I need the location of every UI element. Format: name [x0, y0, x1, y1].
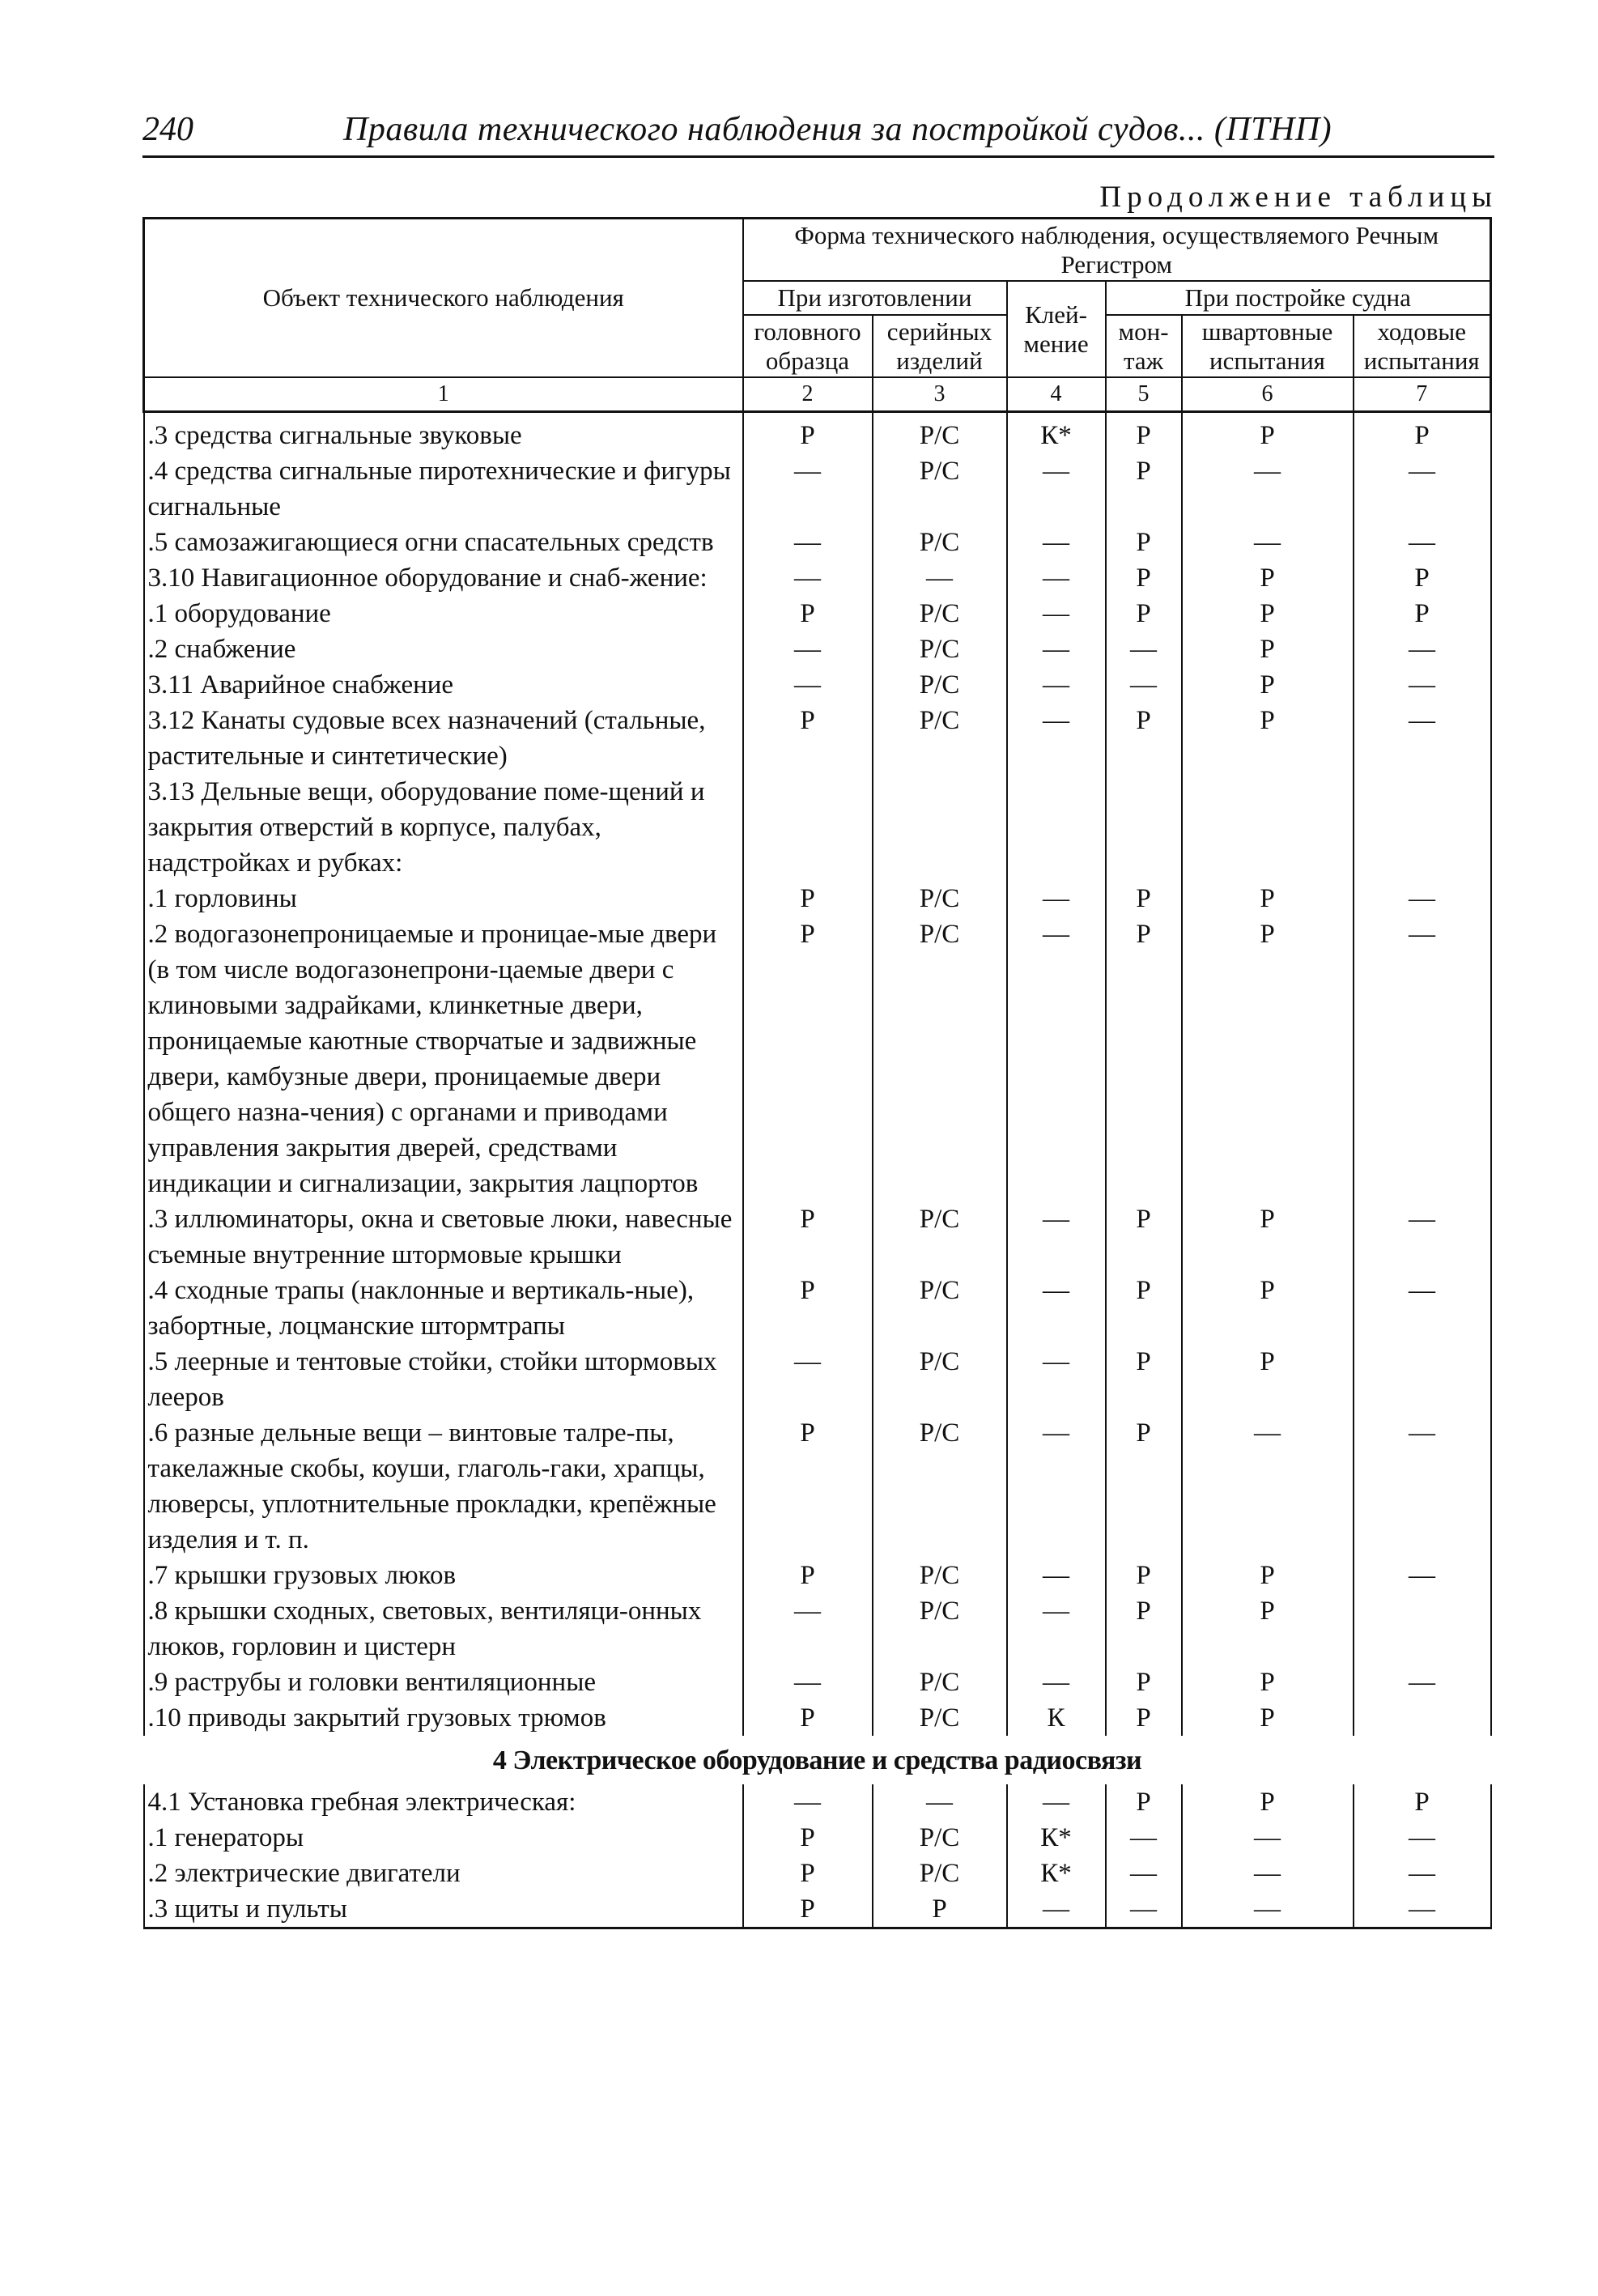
row-cell-col2: Р: [743, 1415, 873, 1558]
row-cell-col6: [1182, 774, 1354, 881]
table-row: [144, 1558, 1491, 1593]
table-row: [144, 774, 1491, 881]
row-cell-col5: Р: [1106, 881, 1182, 916]
row-object-name: .9 раструбы и головки вентиляционные: [144, 1665, 743, 1700]
row-cell-col5: Р: [1106, 1593, 1182, 1665]
table-row: [144, 1344, 1491, 1415]
row-cell-col3: Р/С: [873, 1700, 1007, 1736]
table-row: [144, 453, 1491, 525]
row-cell-col6: Р: [1182, 1593, 1354, 1665]
row-cell-col4: —: [1007, 596, 1106, 631]
row-cell-col3: Р/С: [873, 1415, 1007, 1558]
row-object-name: 3.11 Аварийное снабжение: [144, 667, 743, 703]
row-cell-col4: К*: [1007, 1820, 1106, 1856]
table-row: [144, 1891, 1491, 1928]
row-cell-col4: —: [1007, 1558, 1106, 1593]
row-cell-col7: —: [1354, 631, 1491, 667]
row-cell-col3: Р/С: [873, 412, 1007, 454]
row-object-name: .2 снабжение: [144, 631, 743, 667]
row-cell-col3: [873, 774, 1007, 881]
row-object-name: .2 водогазонепроницаемые и проницае-мые двери (в том числе водогазонепрони-цаемые двери с клиновыми задрайками, клинкетные двери, проницаемые каютные створчатые и задвижные двери, камбузные двери, проницаемые двери общего назна-чения) с органами и приводами управления закрытия дверей, средствами индикации и сигнализации, закрытия лацпортов: [144, 916, 743, 1201]
row-object-name: .1 горловины: [144, 881, 743, 916]
row-cell-col4: —: [1007, 667, 1106, 703]
header-object: Объект технического наблюдения: [144, 219, 743, 378]
row-cell-col6: Р: [1182, 412, 1354, 454]
row-cell-col3: Р: [873, 1891, 1007, 1928]
table-row: [144, 1201, 1491, 1273]
row-object-name: 3.12 Канаты судовые всех назначений (стальные, растительные и синтетические): [144, 703, 743, 774]
row-cell-col3: Р/С: [873, 1856, 1007, 1891]
header-installation: мон-таж: [1106, 315, 1182, 377]
table-row: [144, 1820, 1491, 1856]
row-cell-col5: Р: [1106, 453, 1182, 525]
header-sea-trials: ходовые испытания: [1354, 315, 1491, 377]
row-cell-col3: Р/С: [873, 667, 1007, 703]
row-cell-col2: —: [743, 453, 873, 525]
row-cell-col4: —: [1007, 1344, 1106, 1415]
row-cell-col7: [1354, 1700, 1491, 1736]
page-number: 240: [142, 111, 193, 148]
row-object-name: .2 электрические двигатели: [144, 1856, 743, 1891]
row-cell-col6: —: [1182, 1820, 1354, 1856]
row-object-name: .3 средства сигнальные звуковые: [144, 412, 743, 454]
page-header: [142, 104, 1494, 158]
row-cell-col7: —: [1354, 525, 1491, 560]
row-object-name: .5 леерные и тентовые стойки, стойки штормовых лееров: [144, 1344, 743, 1415]
table-row: [144, 1273, 1491, 1344]
table-row: [144, 1700, 1491, 1736]
header-prototype: головного образца: [743, 315, 873, 377]
supervision-table: [142, 217, 1492, 1929]
row-cell-col2: Р: [743, 1558, 873, 1593]
row-cell-col2: Р: [743, 1856, 873, 1891]
row-cell-col4: —: [1007, 881, 1106, 916]
row-cell-col3: Р/С: [873, 1593, 1007, 1665]
row-cell-col4: —: [1007, 916, 1106, 1201]
table-header: [144, 219, 1491, 412]
table-body-section-4: [144, 1784, 1491, 1928]
row-cell-col2: —: [743, 1593, 873, 1665]
row-cell-col4: К*: [1007, 412, 1106, 454]
row-cell-col3: Р/С: [873, 881, 1007, 916]
section-heading-row: [144, 1736, 1491, 1784]
row-cell-col2: [743, 774, 873, 881]
row-cell-col4: —: [1007, 560, 1106, 596]
row-cell-col2: Р: [743, 881, 873, 916]
table-row: [144, 1593, 1491, 1665]
row-cell-col3: —: [873, 1784, 1007, 1820]
row-cell-col6: —: [1182, 1856, 1354, 1891]
row-cell-col4: —: [1007, 703, 1106, 774]
row-cell-col7: —: [1354, 1415, 1491, 1558]
row-cell-col5: Р: [1106, 1415, 1182, 1558]
row-cell-col5: Р: [1106, 1344, 1182, 1415]
section-heading: 4 Электрическое оборудование и средства радиосвязи: [492, 1745, 1142, 1776]
row-cell-col7: —: [1354, 703, 1491, 774]
table-row: [144, 560, 1491, 596]
row-object-name: 3.13 Дельные вещи, оборудование поме-щений и закрытия отверстий в корпусе, палубах, надстройках и рубках:: [144, 774, 743, 881]
table-body-section-3: [144, 412, 1491, 1737]
row-object-name: .1 оборудование: [144, 596, 743, 631]
row-cell-col4: К*: [1007, 1856, 1106, 1891]
row-cell-col5: Р: [1106, 916, 1182, 1201]
row-cell-col3: Р/С: [873, 1344, 1007, 1415]
row-cell-col2: —: [743, 1344, 873, 1415]
row-cell-col5: —: [1106, 1856, 1182, 1891]
row-cell-col2: —: [743, 631, 873, 667]
row-cell-col2: Р: [743, 596, 873, 631]
header-form: Форма технического наблюдения, осуществляемого Речным Регистром: [743, 219, 1491, 282]
column-number: 1: [144, 377, 743, 412]
table-section-heading-group: [144, 1736, 1491, 1784]
header-stamping: Клей-мение: [1007, 281, 1106, 377]
column-number-row: [144, 377, 1491, 412]
row-cell-col3: —: [873, 560, 1007, 596]
row-cell-col7: —: [1354, 1856, 1491, 1891]
column-number: 3: [873, 377, 1007, 412]
table-row: [144, 916, 1491, 1201]
row-cell-col2: Р: [743, 412, 873, 454]
row-cell-col6: Р: [1182, 703, 1354, 774]
running-title: Правила технического наблюдения за постройкой судов... (ПТНП): [343, 111, 1332, 148]
row-cell-col2: —: [743, 667, 873, 703]
row-cell-col7: [1354, 1593, 1491, 1665]
row-cell-col4: —: [1007, 1201, 1106, 1273]
row-object-name: .3 иллюминаторы, окна и световые люки, навесные съемные внутренние штормовые крышки: [144, 1201, 743, 1273]
row-object-name: .1 генераторы: [144, 1820, 743, 1856]
header-manufacturing: При изготовлении: [743, 281, 1007, 315]
row-cell-col5: Р: [1106, 1201, 1182, 1273]
row-cell-col3: Р/С: [873, 916, 1007, 1201]
row-cell-col5: Р: [1106, 1665, 1182, 1700]
row-cell-col6: Р: [1182, 596, 1354, 631]
row-cell-col4: —: [1007, 1784, 1106, 1820]
row-cell-col4: —: [1007, 631, 1106, 667]
row-object-name: 4.1 Установка гребная электрическая:: [144, 1784, 743, 1820]
row-cell-col3: Р/С: [873, 1273, 1007, 1344]
row-cell-col5: Р: [1106, 1273, 1182, 1344]
table-row: [144, 631, 1491, 667]
row-cell-col4: К: [1007, 1700, 1106, 1736]
row-cell-col7: —: [1354, 1558, 1491, 1593]
row-cell-col2: —: [743, 1784, 873, 1820]
row-cell-col5: Р: [1106, 560, 1182, 596]
row-object-name: .4 сходные трапы (наклонные и вертикаль-ные), забортные, лоцманские штормтрапы: [144, 1273, 743, 1344]
table-row: [144, 881, 1491, 916]
row-cell-col2: Р: [743, 1891, 873, 1928]
row-cell-col7: —: [1354, 1201, 1491, 1273]
row-object-name: .4 средства сигнальные пиротехнические и фигуры сигнальные: [144, 453, 743, 525]
table-row: [144, 1665, 1491, 1700]
row-cell-col2: —: [743, 560, 873, 596]
row-cell-col7: Р: [1354, 412, 1491, 454]
row-cell-col6: Р: [1182, 1201, 1354, 1273]
row-cell-col2: Р: [743, 916, 873, 1201]
row-cell-col4: —: [1007, 453, 1106, 525]
row-cell-col3: Р/С: [873, 596, 1007, 631]
table-row: [144, 525, 1491, 560]
row-cell-col2: —: [743, 525, 873, 560]
column-number: 6: [1182, 377, 1354, 412]
row-cell-col5: —: [1106, 1891, 1182, 1928]
row-cell-col6: —: [1182, 525, 1354, 560]
column-number: 7: [1354, 377, 1491, 412]
row-cell-col6: Р: [1182, 1665, 1354, 1700]
row-cell-col5: Р: [1106, 596, 1182, 631]
row-cell-col5: Р: [1106, 1558, 1182, 1593]
row-cell-col6: Р: [1182, 560, 1354, 596]
row-cell-col3: Р/С: [873, 631, 1007, 667]
row-cell-col4: —: [1007, 1665, 1106, 1700]
row-cell-col5: Р: [1106, 525, 1182, 560]
row-cell-col6: Р: [1182, 631, 1354, 667]
row-cell-col4: —: [1007, 1273, 1106, 1344]
table-row: [144, 667, 1491, 703]
row-cell-col5: —: [1106, 667, 1182, 703]
row-cell-col6: Р: [1182, 1784, 1354, 1820]
row-cell-col5: Р: [1106, 1784, 1182, 1820]
table-row: [144, 703, 1491, 774]
row-cell-col5: —: [1106, 631, 1182, 667]
header-construction: При постройке судна: [1106, 281, 1491, 315]
row-cell-col3: Р/С: [873, 525, 1007, 560]
row-cell-col7: Р: [1354, 560, 1491, 596]
row-cell-col5: [1106, 774, 1182, 881]
row-cell-col3: Р/С: [873, 453, 1007, 525]
column-number: 4: [1007, 377, 1106, 412]
table-row: [144, 412, 1491, 454]
row-object-name: .6 разные дельные вещи – винтовые талре-пы, такелажные скобы, коуши, глаголь-гаки, храпцы, люверсы, уплотнительные прокладки, крепёжные изделия и т. п.: [144, 1415, 743, 1558]
row-cell-col6: —: [1182, 1891, 1354, 1928]
row-object-name: .8 крышки сходных, световых, вентиляци-онных люков, горловин и цистерн: [144, 1593, 743, 1665]
header-mooring-trials: швартовные испытания: [1182, 315, 1354, 377]
row-cell-col7: —: [1354, 916, 1491, 1201]
row-cell-col6: Р: [1182, 1273, 1354, 1344]
row-cell-col3: Р/С: [873, 1665, 1007, 1700]
row-object-name: .3 щиты и пульты: [144, 1891, 743, 1928]
row-cell-col7: —: [1354, 667, 1491, 703]
row-cell-col2: Р: [743, 1820, 873, 1856]
row-cell-col2: Р: [743, 703, 873, 774]
row-object-name: .10 приводы закрытий грузовых трюмов: [144, 1700, 743, 1736]
row-cell-col7: —: [1354, 1820, 1491, 1856]
table-row: [144, 1784, 1491, 1820]
row-cell-col7: —: [1354, 881, 1491, 916]
row-object-name: .5 самозажигающиеся огни спасательных средств: [144, 525, 743, 560]
row-cell-col3: Р/С: [873, 1201, 1007, 1273]
row-cell-col7: Р: [1354, 1784, 1491, 1820]
row-cell-col7: Р: [1354, 596, 1491, 631]
table-row: [144, 1415, 1491, 1558]
table-row: [144, 596, 1491, 631]
row-cell-col2: —: [743, 1665, 873, 1700]
row-cell-col3: Р/С: [873, 703, 1007, 774]
header-serial: серийных изделий: [873, 315, 1007, 377]
row-cell-col6: —: [1182, 1415, 1354, 1558]
row-cell-col2: Р: [743, 1273, 873, 1344]
row-cell-col7: [1354, 774, 1491, 881]
row-cell-col6: Р: [1182, 1344, 1354, 1415]
row-cell-col4: —: [1007, 1593, 1106, 1665]
row-cell-col3: Р/С: [873, 1820, 1007, 1856]
row-cell-col6: —: [1182, 453, 1354, 525]
row-cell-col7: —: [1354, 1273, 1491, 1344]
row-cell-col5: Р: [1106, 703, 1182, 774]
row-cell-col6: Р: [1182, 881, 1354, 916]
row-cell-col7: —: [1354, 1665, 1491, 1700]
row-cell-col4: —: [1007, 525, 1106, 560]
row-object-name: .7 крышки грузовых люков: [144, 1558, 743, 1593]
row-cell-col5: —: [1106, 1820, 1182, 1856]
row-cell-col6: Р: [1182, 916, 1354, 1201]
column-number: 2: [743, 377, 873, 412]
row-cell-col5: Р: [1106, 1700, 1182, 1736]
row-cell-col5: Р: [1106, 412, 1182, 454]
row-cell-col7: —: [1354, 453, 1491, 525]
row-cell-col2: Р: [743, 1201, 873, 1273]
row-cell-col4: [1007, 774, 1106, 881]
row-object-name: 3.10 Навигационное оборудование и снаб-жение:: [144, 560, 743, 596]
table-row: [144, 1856, 1491, 1891]
row-cell-col7: —: [1354, 1891, 1491, 1928]
row-cell-col7: [1354, 1344, 1491, 1415]
column-number: 5: [1106, 377, 1182, 412]
row-cell-col6: Р: [1182, 667, 1354, 703]
row-cell-col6: Р: [1182, 1558, 1354, 1593]
row-cell-col2: Р: [743, 1700, 873, 1736]
row-cell-col4: —: [1007, 1891, 1106, 1928]
table-continuation-label: Продолжение таблицы: [1099, 181, 1498, 214]
row-cell-col6: Р: [1182, 1700, 1354, 1736]
row-cell-col3: Р/С: [873, 1558, 1007, 1593]
row-cell-col4: —: [1007, 1415, 1106, 1558]
